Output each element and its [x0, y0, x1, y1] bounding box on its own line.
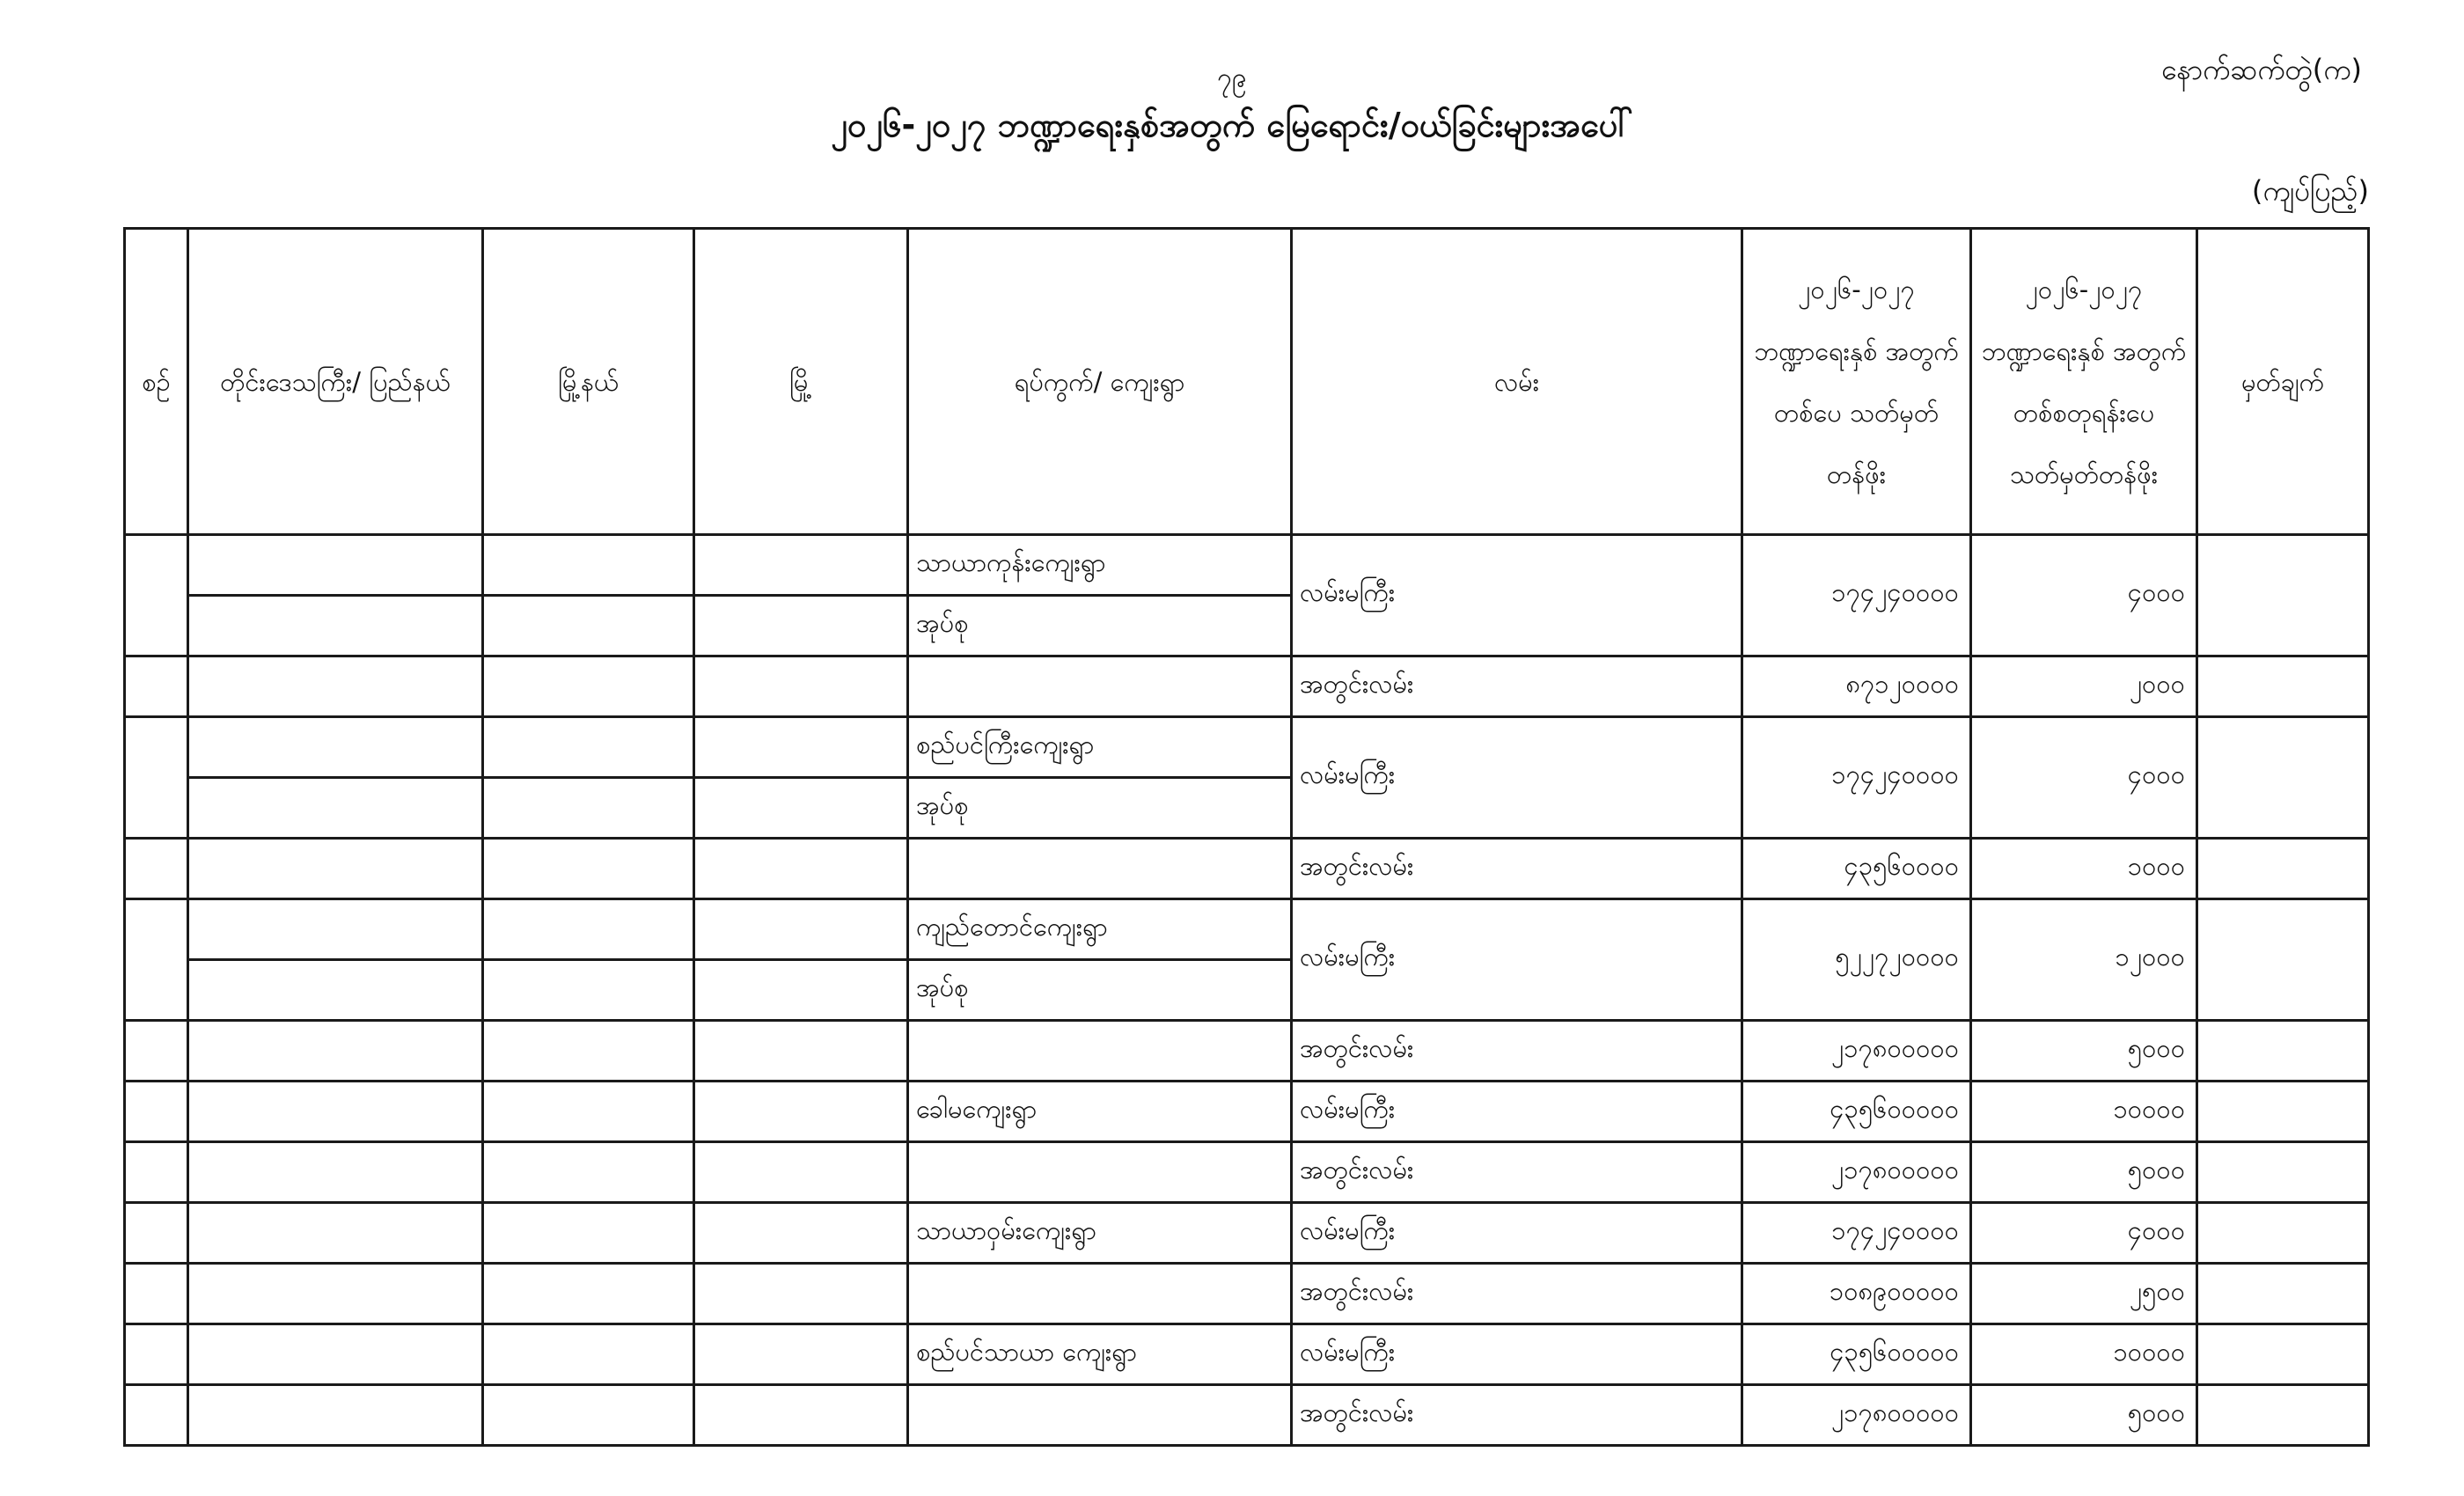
remarks-cell: [2197, 656, 2369, 717]
ward-cell: အုပ်စု: [908, 596, 1292, 656]
value-per-sqft-cell: ၅၀၀၀: [1971, 1385, 2197, 1446]
serial-cell: [125, 1264, 188, 1324]
serial-cell: [125, 1021, 188, 1082]
serial-cell: [125, 1324, 188, 1385]
region-cell: [188, 1203, 483, 1264]
district-cell: [483, 535, 694, 596]
remarks-cell: [2197, 535, 2369, 656]
remarks-cell: [2197, 1082, 2369, 1142]
district-cell: [483, 1385, 694, 1446]
serial-cell: [125, 1203, 188, 1264]
town-cell: [694, 1264, 908, 1324]
header-value-per-sqft: ၂၀၂၆-၂၀၂၇ ဘဏ္ဍာရေးနှစ် အတွက် တစ်စတုရန်းပေ သတ်မှတ်တန်ဖိုး: [1971, 229, 2197, 535]
serial-cell: [125, 717, 188, 839]
region-cell: [188, 1021, 483, 1082]
value-per-sqft-cell: ၅၀၀၀: [1971, 1021, 2197, 1082]
value-per-ft-cell: ၈၇၁၂၀၀၀၀: [1742, 656, 1971, 717]
serial-cell: [125, 1082, 188, 1142]
district-cell: [483, 596, 694, 656]
value-per-ft-cell: ၂၁၇၈၀၀၀၀၀: [1742, 1385, 1971, 1446]
region-cell: [188, 596, 483, 656]
town-cell: [694, 535, 908, 596]
district-cell: [483, 778, 694, 839]
table-row: [125, 1385, 2369, 1446]
value-per-sqft-cell: ၁၀၀၀၀: [1971, 1324, 2197, 1385]
ward-cell: စည်ပင်သာယာ ကျေးရွာ: [908, 1324, 1292, 1385]
road-cell: လမ်းမကြီး: [1292, 1203, 1742, 1264]
ward-cell: သာယာကုန်းကျေးရွာ: [908, 535, 1292, 596]
table-row: [125, 1142, 2369, 1203]
town-cell: [694, 596, 908, 656]
region-cell: [188, 839, 483, 899]
header-road: လမ်း: [1292, 229, 1742, 535]
road-cell: လမ်းမကြီး: [1292, 535, 1742, 656]
value-per-ft-cell: ၁၇၄၂၄၀၀၀၀: [1742, 535, 1971, 656]
road-cell: အတွင်းလမ်း: [1292, 656, 1742, 717]
region-cell: [188, 899, 483, 960]
table-row: [125, 717, 2369, 778]
district-cell: [483, 1021, 694, 1082]
road-cell: အတွင်းလမ်း: [1292, 1264, 1742, 1324]
serial-cell: [125, 1385, 188, 1446]
value-per-sqft-cell: ၂၅၀၀: [1971, 1264, 2197, 1324]
district-cell: [483, 1082, 694, 1142]
serial-cell: [125, 839, 188, 899]
header-value-per-ft: ၂၀၂၆-၂၀၂၇ ဘဏ္ဍာရေးနှစ် အတွက် တစ်ပေ သတ်မှတ်တန်ဖိုး: [1742, 229, 1971, 535]
unit-label: (ကျပ်ပြည့်): [2251, 174, 2369, 208]
value-per-ft-cell: ၂၁၇၈၀၀၀၀၀: [1742, 1021, 1971, 1082]
value-per-sqft-cell: ၄၀၀၀: [1971, 535, 2197, 656]
district-cell: [483, 1324, 694, 1385]
region-cell: [188, 778, 483, 839]
district-cell: [483, 960, 694, 1021]
district-cell: [483, 899, 694, 960]
ward-cell: [908, 839, 1292, 899]
table-row: [125, 1021, 2369, 1082]
value-per-ft-cell: ၄၃၅၆၀၀၀၀၀: [1742, 1324, 1971, 1385]
region-cell: [188, 1324, 483, 1385]
header-remarks: မှတ်ချက်: [2197, 229, 2369, 535]
district-cell: [483, 1264, 694, 1324]
district-cell: [483, 717, 694, 778]
table-row: [125, 1203, 2369, 1264]
value-per-sqft-cell: ၁၀၀၀: [1971, 839, 2197, 899]
town-cell: [694, 899, 908, 960]
town-cell: [694, 1021, 908, 1082]
road-cell: အတွင်းလမ်း: [1292, 839, 1742, 899]
remarks-cell: [2197, 717, 2369, 839]
region-cell: [188, 656, 483, 717]
table-row: [125, 1324, 2369, 1385]
town-cell: [694, 1203, 908, 1264]
value-per-ft-cell: ၁၀၈၉၀၀၀၀၀: [1742, 1264, 1971, 1324]
region-cell: [188, 1264, 483, 1324]
value-per-sqft-cell: ၂၀၀၀: [1971, 656, 2197, 717]
town-cell: [694, 1142, 908, 1203]
road-cell: လမ်းမကြီး: [1292, 717, 1742, 839]
road-cell: လမ်းမကြီး: [1292, 1082, 1742, 1142]
table-header-row: [125, 229, 2369, 535]
value-per-ft-cell: ၄၃၅၆၀၀၀၀၀: [1742, 1082, 1971, 1142]
road-cell: အတွင်းလမ်း: [1292, 1385, 1742, 1446]
page-number: ၇၉: [1217, 62, 1247, 93]
region-cell: [188, 717, 483, 778]
header-town: မြို့: [694, 229, 908, 535]
table-row: [125, 899, 2369, 960]
document-title: ၂၀၂၆-၂၀၂၇ ဘဏ္ဍာရေးနှစ်အတွက် မြေရောင်း/ဝယ်ခြင်းများအပေါ်: [831, 106, 1633, 144]
table-row: [125, 839, 2369, 899]
town-cell: [694, 778, 908, 839]
remarks-cell: [2197, 839, 2369, 899]
header-serial: စဉ်: [125, 229, 188, 535]
serial-cell: [125, 535, 188, 656]
land-value-table: [123, 227, 2370, 1447]
district-cell: [483, 839, 694, 899]
region-cell: [188, 1385, 483, 1446]
district-cell: [483, 1142, 694, 1203]
region-cell: [188, 1082, 483, 1142]
value-per-ft-cell: ၂၁၇၈၀၀၀၀၀: [1742, 1142, 1971, 1203]
ward-cell: [908, 1385, 1292, 1446]
town-cell: [694, 1324, 908, 1385]
header-district: မြို့နယ်: [483, 229, 694, 535]
ward-cell: [908, 1021, 1292, 1082]
ward-cell: အုပ်စု: [908, 960, 1292, 1021]
town-cell: [694, 960, 908, 1021]
table-row: [125, 535, 2369, 596]
road-cell: အတွင်းလမ်း: [1292, 1021, 1742, 1082]
header-region: တိုင်းဒေသကြီး/ ပြည်နယ်: [188, 229, 483, 535]
value-per-ft-cell: ၁၇၄၂၄၀၀၀၀: [1742, 717, 1971, 839]
road-cell: လမ်းမကြီး: [1292, 1324, 1742, 1385]
value-per-sqft-cell: ၁၂၀၀၀: [1971, 899, 2197, 1021]
remarks-cell: [2197, 1264, 2369, 1324]
header-ward: ရပ်ကွက်/ ကျေးရွာ: [908, 229, 1292, 535]
remarks-cell: [2197, 1324, 2369, 1385]
value-per-ft-cell: ၁၇၄၂၄၀၀၀၀: [1742, 1203, 1971, 1264]
ward-cell: သာယာဝှမ်းကျေးရွာ: [908, 1203, 1292, 1264]
remarks-cell: [2197, 1385, 2369, 1446]
region-cell: [188, 535, 483, 596]
remarks-cell: [2197, 899, 2369, 1021]
town-cell: [694, 1385, 908, 1446]
district-cell: [483, 1203, 694, 1264]
value-per-sqft-cell: ၅၀၀၀: [1971, 1142, 2197, 1203]
town-cell: [694, 717, 908, 778]
ward-cell: ခေါမကျေးရွာ: [908, 1082, 1292, 1142]
remarks-cell: [2197, 1021, 2369, 1082]
district-cell: [483, 656, 694, 717]
town-cell: [694, 656, 908, 717]
value-per-ft-cell: ၅၂၂၇၂၀၀၀၀: [1742, 899, 1971, 1021]
value-per-sqft-cell: ၁၀၀၀၀: [1971, 1082, 2197, 1142]
ward-cell: အုပ်စု: [908, 778, 1292, 839]
road-cell: အတွင်းလမ်း: [1292, 1142, 1742, 1203]
value-per-sqft-cell: ၄၀၀၀: [1971, 717, 2197, 839]
table-row: [125, 1082, 2369, 1142]
table-row: [125, 656, 2369, 717]
annex-label: နောက်ဆက်တွဲ(က): [2160, 53, 2362, 86]
serial-cell: [125, 899, 188, 1021]
ward-cell: [908, 1142, 1292, 1203]
serial-cell: [125, 1142, 188, 1203]
region-cell: [188, 1142, 483, 1203]
ward-cell: စည်ပင်ကြီးကျေးရွာ: [908, 717, 1292, 778]
town-cell: [694, 839, 908, 899]
remarks-cell: [2197, 1203, 2369, 1264]
serial-cell: [125, 656, 188, 717]
ward-cell: ကျည်တောင်ကျေးရွာ: [908, 899, 1292, 960]
value-per-sqft-cell: ၄၀၀၀: [1971, 1203, 2197, 1264]
table-row: [125, 1264, 2369, 1324]
ward-cell: [908, 1264, 1292, 1324]
remarks-cell: [2197, 1142, 2369, 1203]
road-cell: လမ်းမကြီး: [1292, 899, 1742, 1021]
ward-cell: [908, 656, 1292, 717]
town-cell: [694, 1082, 908, 1142]
region-cell: [188, 960, 483, 1021]
value-per-ft-cell: ၄၃၅၆၀၀၀၀: [1742, 839, 1971, 899]
